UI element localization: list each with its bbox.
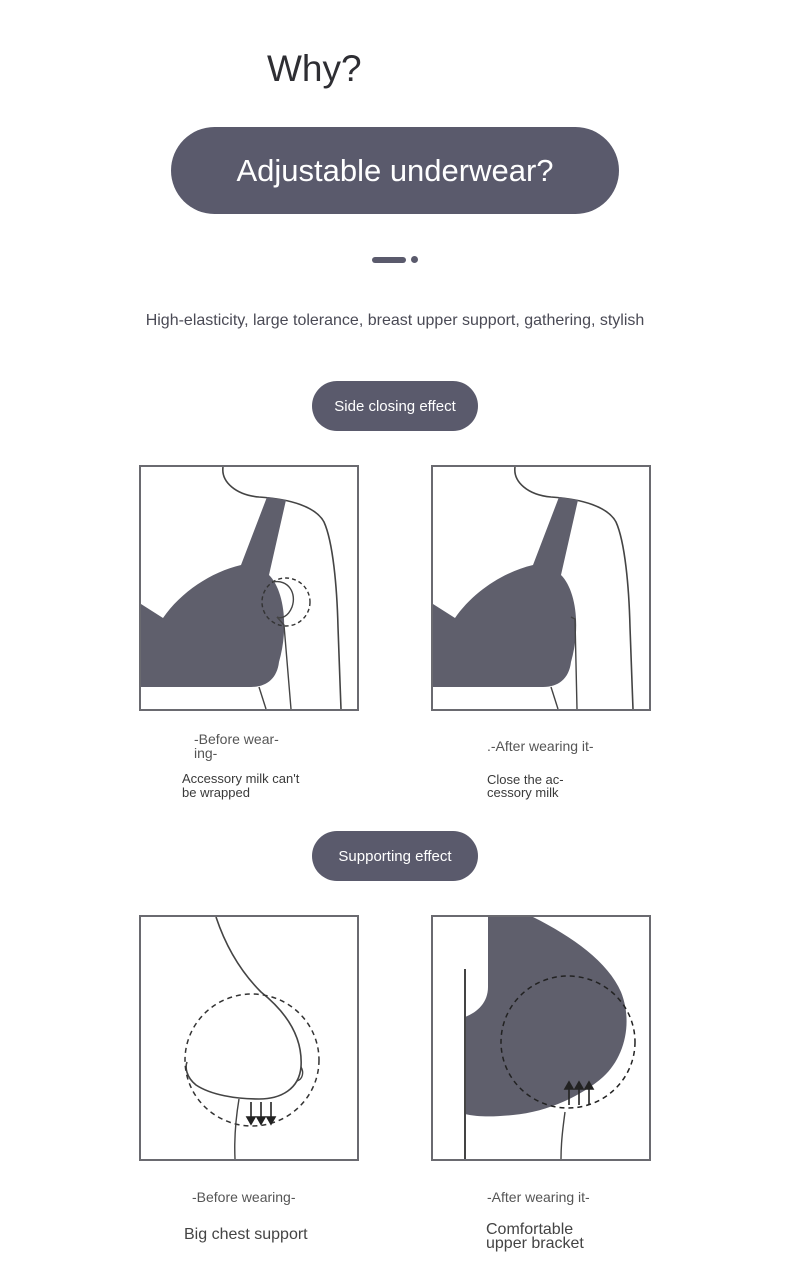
support-after-desc-line2: upper bracket: [486, 1235, 584, 1252]
after-desc-line1: Close the ac-: [487, 772, 564, 787]
section-label-side-closing: Side closing effect: [312, 381, 478, 431]
side-before-illustration: [139, 465, 359, 711]
support-before-caption: -Before wearing-: [192, 1189, 296, 1205]
adjustable-underwear-pill: Adjustable underwear?: [171, 127, 619, 214]
support-after-desc-line1: Comfortable: [486, 1221, 574, 1238]
section-label-supporting: Supporting effect: [312, 831, 478, 881]
before-desc-line2: be wrapped: [182, 785, 250, 800]
page-title: Why?: [267, 48, 362, 89]
divider-dot: [411, 256, 418, 263]
before-caption-line2: ing-: [194, 745, 218, 761]
after-desc-line2: cessory milk: [487, 785, 559, 800]
support-before-illustration: [139, 915, 359, 1161]
support-after-illustration: [431, 915, 651, 1161]
support-after-caption: -After wearing it-: [487, 1189, 590, 1205]
before-caption-line1: -Before wear-: [194, 731, 279, 747]
after-caption: .-After wearing it-: [487, 738, 594, 754]
support-before-desc: Big chest support: [184, 1226, 308, 1243]
divider-dash: [372, 257, 406, 263]
tagline: High-elasticity, large tolerance, breast upper support, gathering, stylish: [145, 312, 645, 329]
side-after-illustration: [431, 465, 651, 711]
before-desc-line1: Accessory milk can't: [182, 771, 300, 786]
